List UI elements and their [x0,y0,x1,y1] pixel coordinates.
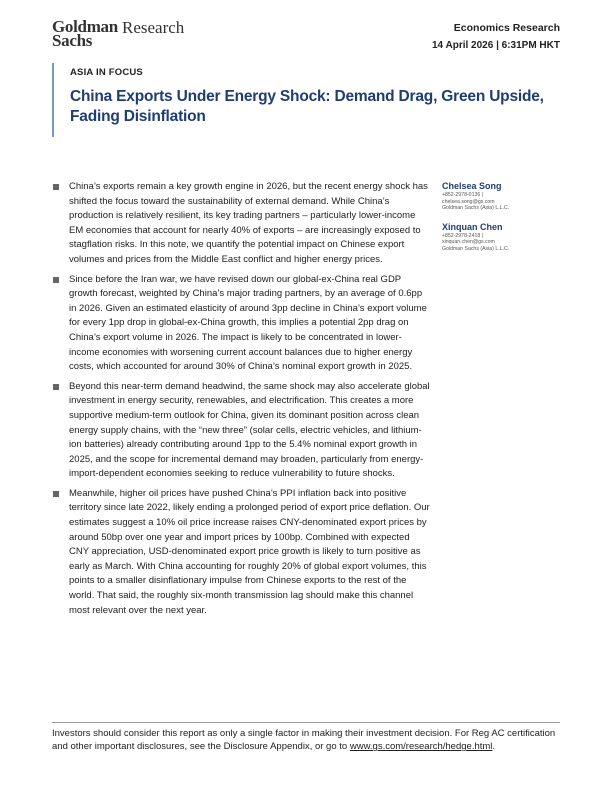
goldman-sachs-logo [52,17,192,52]
report-date: 14 April 2026 | 6:31PM HKT [431,40,560,51]
logo-wordmark [52,17,118,50]
bullet-item [52,380,432,482]
analyst-name: Xinquan Chen [442,221,503,232]
bullet-square-icon [53,277,59,283]
bullet-square-icon [53,184,59,190]
disclosure-text [52,727,560,753]
analyst-sidebar [442,181,562,263]
analyst-firm: Goldman Sachs (Asia) L.L.C. [442,245,510,252]
logo-research: Research [122,18,185,37]
disclosure-footer [52,722,560,753]
disclosure-link-suffix: . [492,741,496,753]
analyst-name: Chelsea Song [442,181,502,191]
logo-line2: Sachs [52,31,93,50]
bullet-square-icon [53,491,59,497]
analyst-card [442,181,562,212]
bullet-item [52,273,432,375]
analyst-email[interactable]: chelsea.song@gs.com [442,198,495,205]
analyst-phone: +852-2978-0136 | [442,192,484,198]
report-header-meta [432,21,560,54]
analyst-email[interactable]: xinquan.chen@gs.com [442,239,495,246]
bullet-text: Beyond this near-term demand headwind, the same shock may also accelerate global investment in energy security, renewables, and electrification. This creates a more supportive medium-term outlook for China, given its dominant position across clean energy supply chains, with the “new three” (solar cells, electric vehicles, and lithium-ion batteries) already contributing around 1pp to the 5.4% nominal export growth in 2025, and the scope for incremental demand may broaden, particularly from energy-import-dependent economies seeking to reduce vulnerability to future shocks. [69,380,430,480]
bullet-text: Since before the Iran war, we have revised down our global-ex-China real GDP growth forecast, weighted by China’s major trading partners, by an average of 0.6pp in 2026. Given an estimated elasticity of around 3pp decline in China’s export volume for every 1pp drop in global-ex-China growth, this implies a potential 2pp drag on China’s export volume in 2026. The impact is likely to be concentrated in lower-income economies with worsening current account balances due to higher energy costs, which accounted for around 30% of China’s nominal export growth in 2025. [69,273,427,373]
bullet-item [52,487,432,618]
disclosure-link[interactable]: www.gs.com/research/hedge.html [349,741,493,753]
analyst-firm: Goldman Sachs (Asia) L.L.C. [442,205,510,212]
bullet-text: China’s exports remain a key growth engine in 2026, but the recent energy shock has shifted the focus toward the sustainability of external demand. While China’s production is relatively resilient, its key trading partners – particularly lower-income EM economies that account for nearly 40% of exports – are increasingly exposed to stagflation risks. In this note, we quantify the potential impact on Chinese export volumes and prices from the Middle East conflict and higher energy prices. [69,181,428,265]
logo-line1: Goldman [52,17,118,36]
section-kicker: ASIA IN FOCUS [70,67,143,78]
analyst-card [442,222,562,253]
bullet-text: Meanwhile, higher oil prices have pushed China’s PPI inflation back into positive territory since late 2022, likely ending a prolonged period of export price deflation. Our estimates suggest a 10% oil price increase raises CNY-denominated export prices by around 50bp over one year and import prices by 100bp. Combined with expected CNY appreciation, USD-denominated export price growth is likely to turn positive as early as March. With China accounting for roughly 20% of global export volumes, this points to a smaller disinflationary impulse from Chinese exports to the rest of the world. That said, the roughly six-month transmission lag should make this channel most relevant over the next year. [69,487,430,616]
report-series: Economics Research [453,22,560,34]
bullet-item [52,180,432,268]
summary-bullets [52,180,432,623]
analyst-phone: +852-2978-2418 | [442,232,484,239]
report-headline: China Exports Under Energy Shock: Demand Drag, Green Upside, Fading Disinflation [70,88,544,125]
bullet-square-icon [53,384,59,390]
title-block [52,63,550,137]
disclosure-body: Investors should consider this report as only a single factor in making their investment decision. For Reg AC certification and other important disclosures, see the Disclosure Appendix, or go to [52,728,556,753]
